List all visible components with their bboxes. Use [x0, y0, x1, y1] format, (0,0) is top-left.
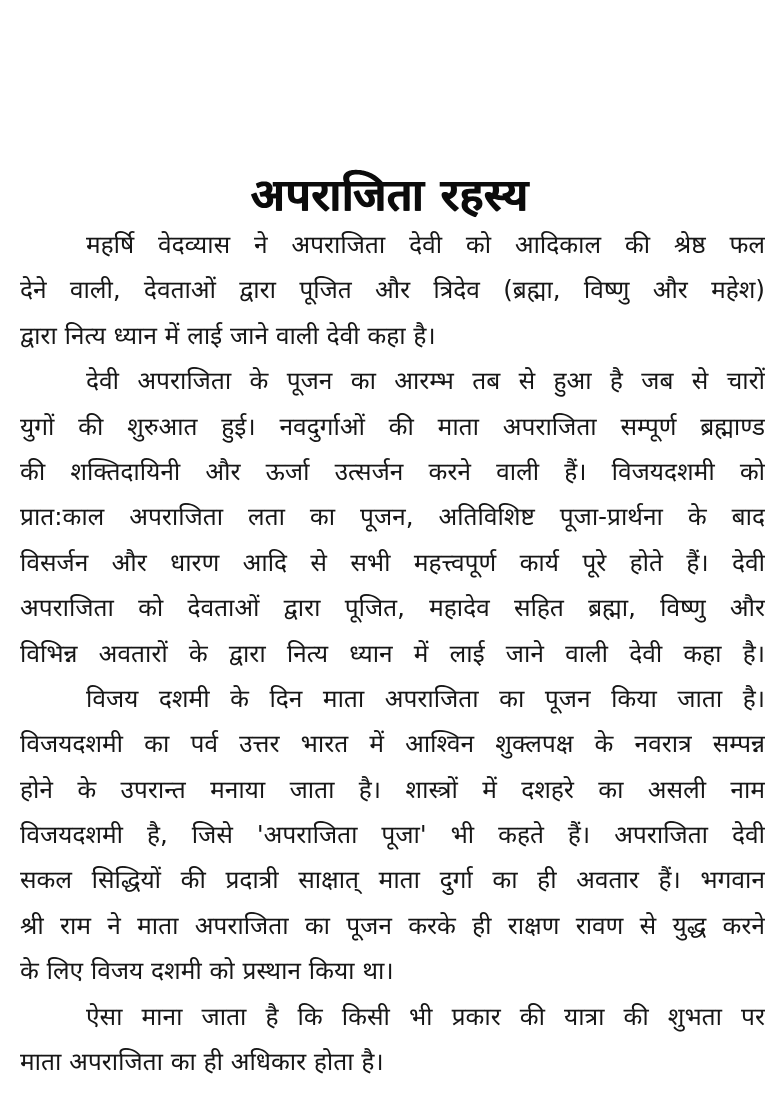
text-line: के लिए विजय दशमी को प्रस्थान किया था। — [20, 956, 394, 986]
text-line: देने वाली, देवताओं द्वारा पूजित और त्रिदेव (ब्रह्मा, विष्णु और महेश) — [20, 275, 765, 305]
paragraph-2 — [20, 358, 765, 676]
text-line: विभिन्न अवतारों के द्वारा नित्य ध्यान में लाई जाने वाली देवी कहा है। — [20, 638, 765, 668]
text-line: ऐसा माना जाता है कि किसी भी प्रकार की यात्रा की शुभता पर — [86, 1001, 765, 1031]
paragraph-1 — [20, 222, 765, 358]
text-line: प्रात:काल अपराजिता लता का पूजन, अतिविशिष्ट पूजा-प्रार्थना के बाद — [20, 502, 765, 532]
text-line: होने के उपरान्त मनाया जाता है। शास्त्रों में दशहरे का असली नाम — [20, 774, 765, 804]
text-line: युगों की शुरुआत हुई। नवदुर्गाओं की माता अपराजिता सम्पूर्ण ब्रह्माण्ड — [20, 411, 765, 441]
text-line: विजयदशमी है, जिसे 'अपराजिता पूजा' भी कहते हैं। अपराजिता देवी — [20, 820, 765, 850]
page-title: अपराजिता रहस्य — [251, 170, 529, 222]
text-line: सकल सिद्धियों की प्रदात्री साक्षात् माता दुर्गा का ही अवतार हैं। भगवान — [20, 865, 765, 895]
text-line: महर्षि वेदव्यास ने अपराजिता देवी को आदिकाल की श्रेष्ठ फल — [86, 230, 765, 259]
text-line: श्री राम ने माता अपराजिता का पूजन करके ही राक्षण रावण से युद्ध करने — [20, 910, 765, 940]
text-line: द्वारा नित्य ध्यान में लाई जाने वाली देवी कहा है। — [20, 320, 436, 350]
paragraph-4 — [20, 994, 765, 1085]
body-text — [20, 222, 765, 1084]
paragraph-3 — [20, 676, 765, 994]
text-line: माता अपराजिता का ही अधिकार होता है। — [20, 1047, 384, 1077]
text-line: विसर्जन और धारण आदि से सभी महत्त्वपूर्ण कार्य पूरे होते हैं। देवी — [20, 547, 765, 577]
text-line: की शक्तिदायिनी और ऊर्जा उत्सर्जन करने वाली हैं। विजयदशमी को — [20, 456, 765, 486]
text-line: विजयदशमी का पर्व उत्तर भारत में आश्विन शुक्लपक्ष के नवरात्र सम्पन्न — [20, 729, 765, 759]
text-line: विजय दशमी के दिन माता अपराजिता का पूजन किया जाता है। — [86, 683, 765, 713]
text-line: देवी अपराजिता के पूजन का आरम्भ तब से हुआ है जब से चारों — [86, 366, 765, 396]
text-line: अपराजिता को देवताओं द्वारा पूजित, महादेव सहित ब्रह्मा, विष्णु और — [20, 593, 765, 623]
